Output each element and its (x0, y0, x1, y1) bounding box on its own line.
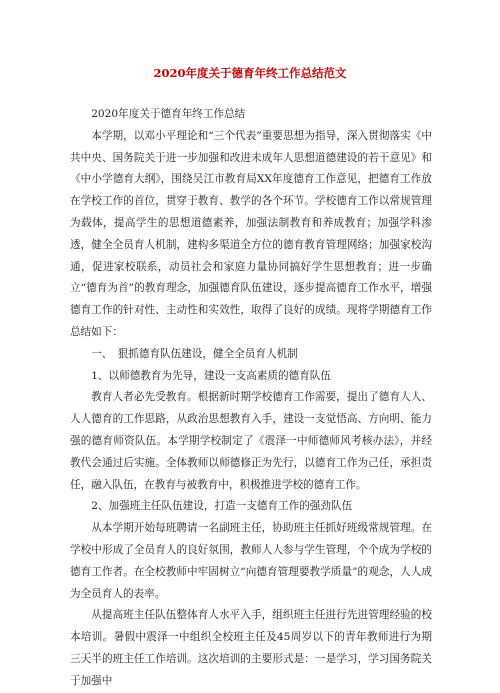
section-heading: 一、 狠抓德育队伍建设，健全全员育人机制 (91, 347, 298, 360)
body-paragraph: 从提高班主任队伍整体育人水平入手，组织班主任进行先进管理经验的校本培训。暑假中震泽一中组织全校班主任及45周岁以下的青年教师进行为期三天半的班主任工作培训。这次培训的主要形式是：一是学习，学习国务院关于加强中 (70, 609, 432, 687)
subsection-heading: 1、以师德教育为先导，建设一支高素质的德育队伍 (91, 369, 331, 382)
body-paragraph: 从本学期开始每班聘请一名副班主任，协助班主任抓好班级常规管理。在学校中形成了全员育人的良好氛围，教师人人参与学生管理，个个成为学校的德育工作者。在全校教师中牢固树立“向德育管理要教学质量”的观念，人人成为全员育人的表率。 (70, 522, 432, 600)
subtitle-paragraph: 2020年度关于德育年终工作总结 (91, 108, 246, 120)
body-paragraph: 教育人者必先受教育。根据新时期学校德育工作需要，提出了德育人人、人人德育的工作思路，从政治思想教育入手，建设一支觉悟高、方向明、能力强的德育师资队伍。本学期学校制定了《震泽一中师德师风考核办法》，并经教代会通过后实施。全体教师以师德修正为先行，以德育工作为己任，承担责任，融入队伍，在教育与被教育中，积极推进学校的德育工作。 (70, 391, 432, 491)
intro-paragraph: 本学期，以邓小平理论和“三个代表”重要思想为指导，深入贯彻落实《中共中央、国务院关于进一步加强和改进未成年人思想道德建设的若干意见》和《中小学德育大纲》，围绕吴江市教育局XX年度德育工作意见，把德育工作放在学校工作的首位，贯穿于教育、教学的各个环节。学校德育工作以常规管理为载体，提高学生的思想道德素养，加强法制教育和养成教育；加强学科渗透，健全全员育人机制，建构多渠道全方位的德育教育管理网络；加强家校沟通，促进家校联系，动员社会和家庭力量协同搞好学生思想教育；进一步确立“德育为首”的教育理念，加强德育队伍建设，逐步提高德育工作水平，增强德育工作的针对性、主动性和实效性，取得了良好的成绩。现将学期德育工作总结如下： (70, 129, 432, 338)
subsection-heading: 2、加强班主任队伍建设，打造一支德育工作的强劲队伍 (91, 500, 353, 513)
document-body (70, 104, 432, 693)
document-title: 2020年度关于德育年终工作总结范文 (153, 66, 347, 80)
